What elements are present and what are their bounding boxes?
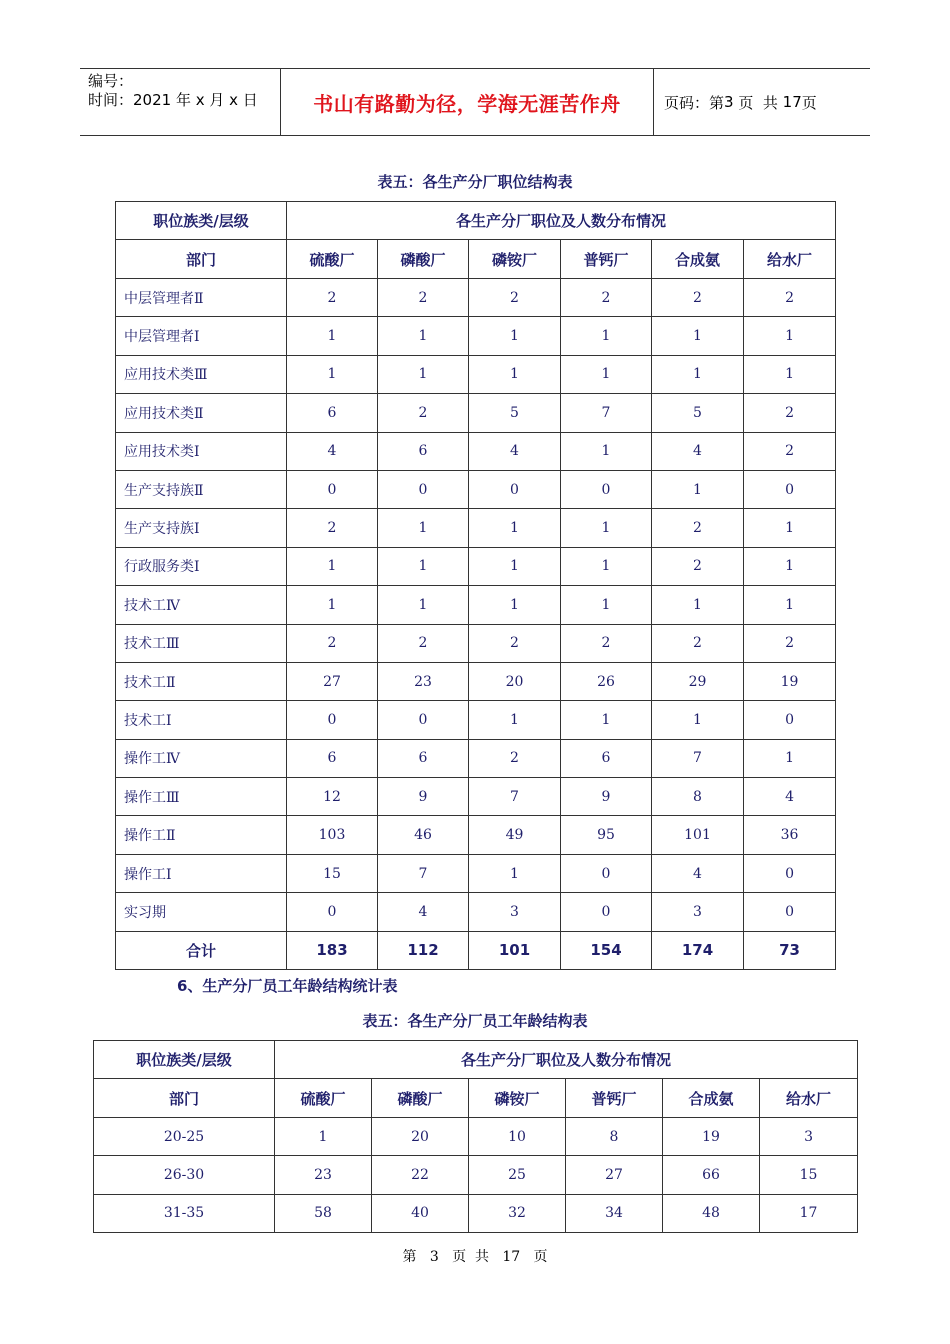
total-value: 73 [744, 931, 836, 969]
table-cell: 6 [378, 432, 469, 470]
column-header: 给水厂 [744, 240, 836, 279]
row-label: 技术工Ⅲ [116, 624, 287, 662]
table-cell: 4 [652, 854, 744, 892]
footer-mid: 页 共 [452, 1249, 489, 1265]
table-cell: 32 [469, 1194, 566, 1232]
document-number-label: 编号： [88, 72, 134, 90]
table-row [94, 1194, 858, 1232]
header-page-end: 页 [801, 93, 817, 112]
table-cell: 0 [378, 470, 469, 508]
table-cell: 2 [469, 739, 561, 777]
table-row [116, 854, 836, 892]
table-cell: 2 [287, 509, 378, 547]
table-row [116, 893, 836, 931]
table-row [116, 432, 836, 470]
table-cell: 1 [561, 317, 652, 355]
table-cell: 2 [744, 279, 836, 317]
table-cell: 3 [652, 893, 744, 931]
table-row [116, 279, 836, 317]
table-cell: 2 [652, 509, 744, 547]
table-cell: 29 [652, 662, 744, 700]
table-row [116, 701, 836, 739]
footer-suffix: 页 [533, 1249, 548, 1265]
table-cell: 95 [561, 816, 652, 854]
dept-label-cell: 部门 [94, 1079, 275, 1118]
column-header: 磷铵厂 [469, 1079, 566, 1118]
header-page-mid: 页 共 [738, 93, 778, 112]
table-cell: 19 [663, 1118, 760, 1156]
table-header-row [94, 1041, 858, 1079]
table-cell: 0 [287, 701, 378, 739]
column-header: 普钙厂 [566, 1079, 663, 1118]
section-heading: 6、生产分厂员工年龄结构统计表 [177, 977, 398, 995]
page-header [80, 68, 870, 136]
table-row [116, 317, 836, 355]
table-cell: 0 [469, 470, 561, 508]
table-cell: 1 [378, 586, 469, 624]
table-cell: 66 [663, 1156, 760, 1194]
table-cell: 6 [378, 739, 469, 777]
table-cell: 1 [469, 701, 561, 739]
header-span-cell: 各生产分厂职位及人数分布情况 [275, 1041, 858, 1079]
footer-prefix: 第 [402, 1249, 417, 1265]
table-cell: 5 [469, 394, 561, 432]
table-cell: 2 [652, 279, 744, 317]
table-cell: 1 [652, 470, 744, 508]
table-cell: 103 [287, 816, 378, 854]
row-label: 应用技术类Ⅱ [116, 394, 287, 432]
document-time-label: 时间：2021 年 x 月 x 日 [88, 91, 258, 109]
table-row [116, 739, 836, 777]
table-cell: 4 [378, 893, 469, 931]
table-row [116, 509, 836, 547]
table-cell: 12 [287, 778, 378, 816]
table-cell: 0 [561, 854, 652, 892]
table-cell: 17 [760, 1194, 858, 1232]
total-value: 154 [561, 931, 652, 969]
position-structure-table [115, 201, 836, 970]
table-cell: 2 [378, 279, 469, 317]
row-label: 操作工Ⅲ [116, 778, 287, 816]
table-row [116, 816, 836, 854]
table-cell: 2 [744, 624, 836, 662]
row-label: 行政服务类Ⅰ [116, 547, 287, 585]
table-cell: 10 [469, 1118, 566, 1156]
table-cell: 7 [469, 778, 561, 816]
table-row [116, 662, 836, 700]
row-label: 生产支持族Ⅱ [116, 470, 287, 508]
table-cell: 1 [744, 317, 836, 355]
table-cell: 2 [561, 624, 652, 662]
table-cell: 1 [469, 509, 561, 547]
table-cell: 0 [378, 701, 469, 739]
table-cell: 20 [372, 1118, 469, 1156]
column-header: 给水厂 [760, 1079, 858, 1118]
table-cell: 1 [652, 701, 744, 739]
row-label: 实习期 [116, 893, 287, 931]
table-cell: 1 [469, 547, 561, 585]
table-cell: 15 [760, 1156, 858, 1194]
table-row [116, 355, 836, 393]
footer-total: 17 [502, 1249, 521, 1265]
table-cell: 25 [469, 1156, 566, 1194]
total-value: 183 [287, 931, 378, 969]
table-cell: 4 [744, 778, 836, 816]
table-column-row [94, 1079, 858, 1118]
table-cell: 40 [372, 1194, 469, 1232]
table-cell: 1 [287, 317, 378, 355]
table-cell: 0 [561, 893, 652, 931]
table-cell: 3 [469, 893, 561, 931]
column-header: 合成氨 [663, 1079, 760, 1118]
row-label: 应用技术类Ⅲ [116, 355, 287, 393]
table-row [116, 586, 836, 624]
table-cell: 0 [744, 701, 836, 739]
table-cell: 7 [378, 854, 469, 892]
table-cell: 0 [744, 854, 836, 892]
table-cell: 36 [744, 816, 836, 854]
header-divider [653, 69, 654, 135]
table-cell: 1 [652, 317, 744, 355]
table-cell: 2 [469, 624, 561, 662]
column-header: 磷铵厂 [469, 240, 561, 279]
table-cell: 2 [287, 624, 378, 662]
table-column-row [116, 240, 836, 279]
row-label: 中层管理者Ⅱ [116, 279, 287, 317]
table-cell: 46 [378, 816, 469, 854]
table-cell: 27 [566, 1156, 663, 1194]
table-cell: 4 [287, 432, 378, 470]
table-cell: 1 [469, 586, 561, 624]
row-label: 操作工Ⅱ [116, 816, 287, 854]
table-cell: 23 [275, 1156, 372, 1194]
column-header: 普钙厂 [561, 240, 652, 279]
total-value: 101 [469, 931, 561, 969]
table-cell: 1 [287, 586, 378, 624]
table-row [116, 394, 836, 432]
column-header: 硫酸厂 [287, 240, 378, 279]
table-cell: 4 [652, 432, 744, 470]
table-row [116, 778, 836, 816]
table-cell: 23 [378, 662, 469, 700]
table2-title: 表五：各生产分厂员工年龄结构表 [362, 1012, 588, 1030]
table-cell: 1 [561, 509, 652, 547]
table-cell: 1 [275, 1118, 372, 1156]
header-meta [80, 69, 280, 135]
table-cell: 34 [566, 1194, 663, 1232]
table-cell: 1 [744, 547, 836, 585]
row-label: 26-30 [94, 1156, 275, 1194]
column-header: 磷酸厂 [372, 1079, 469, 1118]
table-cell: 3 [760, 1118, 858, 1156]
table-cell: 0 [744, 470, 836, 508]
column-header: 硫酸厂 [275, 1079, 372, 1118]
total-row [116, 931, 836, 969]
table-cell: 2 [378, 624, 469, 662]
table-cell: 0 [287, 893, 378, 931]
table-cell: 4 [469, 432, 561, 470]
table-cell: 101 [652, 816, 744, 854]
table-row [116, 470, 836, 508]
table-cell: 1 [744, 355, 836, 393]
table-cell: 6 [287, 739, 378, 777]
table-cell: 22 [372, 1156, 469, 1194]
table-cell: 2 [652, 624, 744, 662]
table-cell: 1 [378, 355, 469, 393]
table-row [94, 1118, 858, 1156]
table-cell: 1 [561, 432, 652, 470]
table-cell: 2 [652, 547, 744, 585]
table-cell: 1 [744, 739, 836, 777]
table-cell: 0 [287, 470, 378, 508]
table-cell: 2 [378, 394, 469, 432]
header-page-number: 3 [724, 93, 734, 111]
header-motto: 书山有路勤为径，学海无涯苦作舟 [313, 91, 621, 116]
table-cell: 6 [287, 394, 378, 432]
column-header: 合成氨 [652, 240, 744, 279]
table-cell: 49 [469, 816, 561, 854]
table-cell: 1 [287, 355, 378, 393]
table-cell: 1 [378, 317, 469, 355]
table-cell: 2 [287, 279, 378, 317]
header-page-total: 17 [782, 93, 802, 111]
table-cell: 1 [287, 547, 378, 585]
age-structure-table [93, 1040, 858, 1233]
table-cell: 1 [561, 547, 652, 585]
table-cell: 1 [378, 547, 469, 585]
total-value: 112 [378, 931, 469, 969]
table-row [94, 1156, 858, 1194]
table-cell: 1 [561, 701, 652, 739]
table-row [116, 547, 836, 585]
header-page-info [664, 69, 817, 135]
table-cell: 58 [275, 1194, 372, 1232]
table1-title: 表五：各生产分厂职位结构表 [377, 173, 573, 191]
row-label: 操作工Ⅰ [116, 854, 287, 892]
table-cell: 1 [744, 586, 836, 624]
table-cell: 48 [663, 1194, 760, 1232]
total-label: 合计 [116, 931, 287, 969]
table-cell: 15 [287, 854, 378, 892]
table-cell: 1 [561, 586, 652, 624]
table-cell: 1 [561, 355, 652, 393]
header-left-cell: 职位族类/层级 [94, 1041, 275, 1079]
table-cell: 1 [744, 509, 836, 547]
total-value: 174 [652, 931, 744, 969]
row-label: 技术工Ⅱ [116, 662, 287, 700]
row-label: 生产支持族Ⅰ [116, 509, 287, 547]
header-left-cell: 职位族类/层级 [116, 202, 287, 240]
table-cell: 26 [561, 662, 652, 700]
table-cell: 8 [566, 1118, 663, 1156]
table-cell: 1 [469, 854, 561, 892]
table-cell: 1 [378, 509, 469, 547]
table-cell: 6 [561, 739, 652, 777]
table-cell: 9 [561, 778, 652, 816]
table-header-row [116, 202, 836, 240]
column-header: 磷酸厂 [378, 240, 469, 279]
table-cell: 7 [561, 394, 652, 432]
table-cell: 2 [744, 394, 836, 432]
table-cell: 2 [744, 432, 836, 470]
table-cell: 0 [561, 470, 652, 508]
table-cell: 1 [469, 317, 561, 355]
table-cell: 19 [744, 662, 836, 700]
row-label: 31-35 [94, 1194, 275, 1232]
row-label: 20-25 [94, 1118, 275, 1156]
table-cell: 5 [652, 394, 744, 432]
table-cell: 9 [378, 778, 469, 816]
row-label: 应用技术类Ⅰ [116, 432, 287, 470]
table-cell: 20 [469, 662, 561, 700]
table-cell: 8 [652, 778, 744, 816]
table-row [116, 624, 836, 662]
table-cell: 1 [469, 355, 561, 393]
table-cell: 2 [469, 279, 561, 317]
header-page-label: 页码：第 [664, 93, 725, 112]
table-cell: 1 [652, 355, 744, 393]
row-label: 技术工Ⅰ [116, 701, 287, 739]
dept-label-cell: 部门 [116, 240, 287, 279]
table-cell: 27 [287, 662, 378, 700]
table-cell: 1 [652, 586, 744, 624]
table-cell: 2 [561, 279, 652, 317]
row-label: 中层管理者Ⅰ [116, 317, 287, 355]
table-cell: 7 [652, 739, 744, 777]
table-cell: 0 [744, 893, 836, 931]
row-label: 技术工Ⅳ [116, 586, 287, 624]
footer-page: 3 [429, 1249, 439, 1265]
header-span-cell: 各生产分厂职位及人数分布情况 [287, 202, 836, 240]
row-label: 操作工Ⅳ [116, 739, 287, 777]
page-footer [0, 1246, 950, 1266]
